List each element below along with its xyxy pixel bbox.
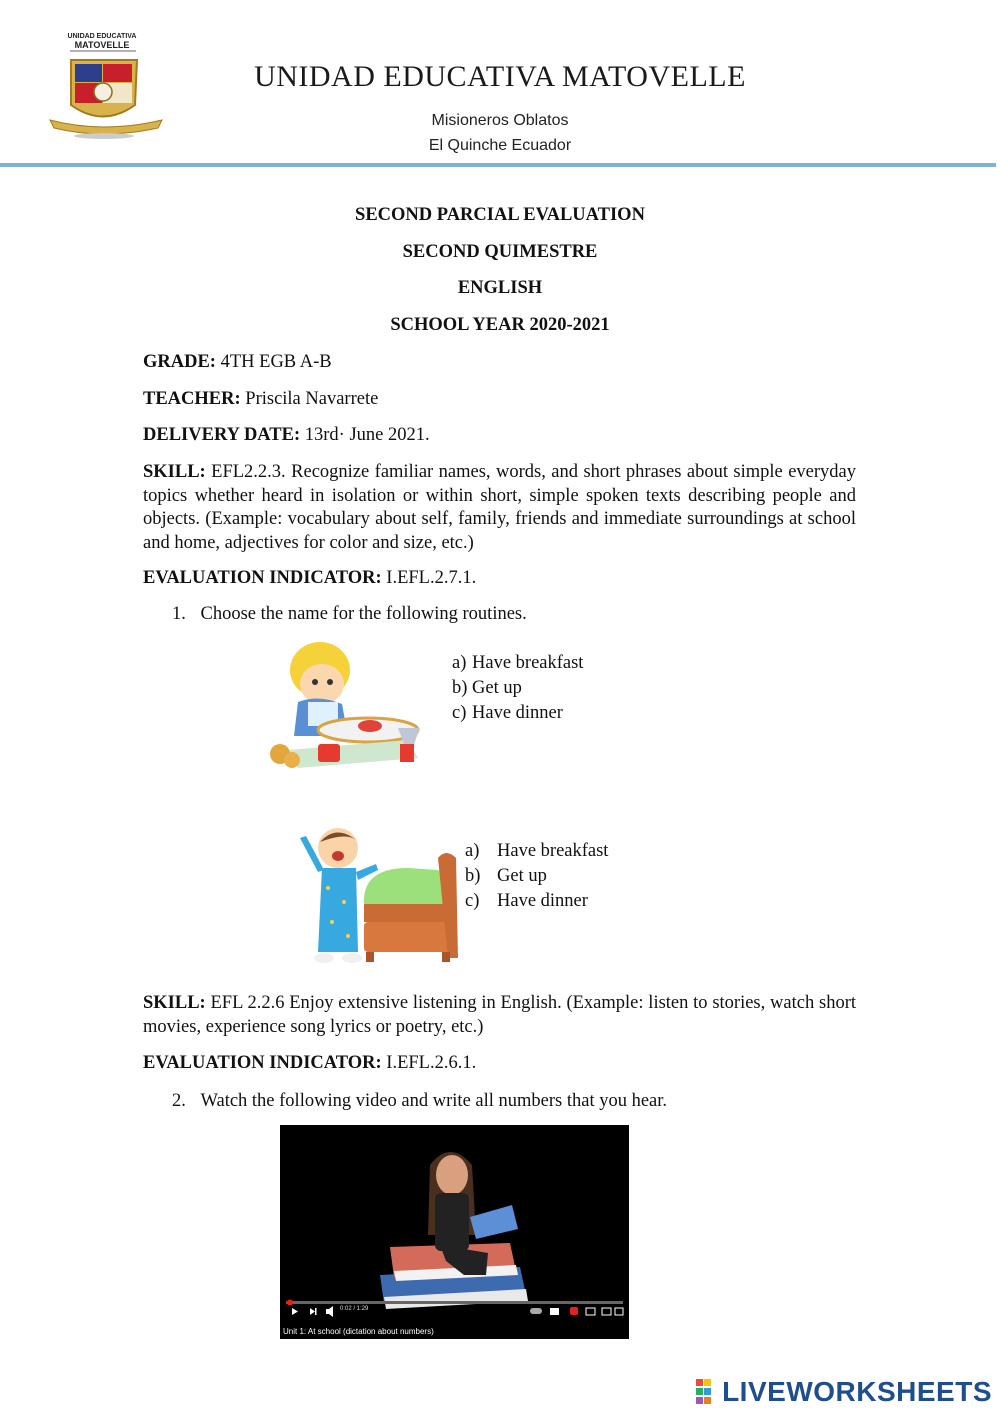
skill-1-paragraph [143,461,856,555]
liveworksheets-icon [696,1379,720,1405]
header-subtitle-2: El Quinche Ecuador [428,137,572,154]
indicator-1-label: EVALUATION INDICATOR: [143,568,382,588]
title-quimestre: SECOND QUIMESTRE [402,242,598,262]
grade-label: GRADE: [143,352,216,372]
grade-line [143,351,856,375]
question-1-text: Choose the name for the following routines. [200,604,527,624]
option-label: Get up [472,678,522,698]
option-label: Get up [497,866,547,886]
school-name: UNIDAD EDUCATIVA MATOVELLE [254,60,746,93]
skill-1-text: EFL2.2.3. Recognize familiar names, words, and short phrases about simple everyday topics whether heard in isolation or within short, simple spoken texts describing people and objects. (Example: vocabulary about self, family, friends and immediate surroundings at school and home, adjectives for color and size, etc.) [143,462,856,553]
skill-2-paragraph [143,992,856,1039]
teacher-value: Priscila Navarrete [245,389,379,409]
option-item[interactable] [465,889,608,914]
option-item[interactable] [452,676,583,701]
option-label: Have dinner [497,891,588,911]
question-1 [172,604,527,625]
indicator-2-label: EVALUATION INDICATOR: [143,1053,382,1073]
logo-text-name: MATOVELLE [74,40,130,50]
video-player[interactable] [280,1125,629,1339]
indicator-2-line [143,1052,856,1076]
teacher-line [143,388,856,412]
skill-2-text: EFL 2.2.6 Enjoy extensive listening in English. (Example: listen to stories, watch short movies, experience song lyrics or poetry, etc.) [143,993,856,1037]
question-2-text: Watch the following video and write all numbers that you hear. [200,1091,668,1111]
title-subject: ENGLISH [457,278,543,298]
video-thumbnail [280,1125,629,1339]
delivery-date-value: 13rd· June 2021. [304,425,430,445]
option-item[interactable] [452,701,583,726]
title-school-year: SCHOOL YEAR 2020-2021 [390,315,610,335]
boy-breakfast-image [258,632,430,774]
teacher-label: TEACHER: [143,389,241,409]
boy-get-up-image [298,818,466,968]
option-label: Have dinner [472,703,563,723]
indicator-1-line [143,567,856,591]
option-letter: c) [452,703,467,723]
delivery-date-label: DELIVERY DATE: [143,425,301,445]
video-time: 0:02 / 1:29 [340,1306,369,1312]
question-1-options-b [465,839,608,914]
option-letter: a) [452,653,467,673]
header-divider [0,163,996,167]
option-letter: b) [452,678,468,698]
liveworksheets-brand: LIVEWORKSHEETS [722,1376,992,1407]
option-label: Have breakfast [497,841,609,861]
option-letter: b) [465,866,481,886]
logo-text-top: UNIDAD EDUCATIVA [67,33,137,40]
option-item[interactable] [465,864,608,889]
skill-2-label: SKILL: [143,993,206,1013]
grade-value: 4TH EGB A-B [220,352,332,372]
skill-1-label: SKILL: [143,462,206,482]
option-item[interactable] [465,839,608,864]
question-2-number: 2. [172,1091,186,1111]
option-label: Have breakfast [472,653,584,673]
indicator-1-value: I.EFL.2.7.1. [386,568,477,588]
option-letter: a) [465,841,480,861]
option-letter: c) [465,891,480,911]
question-1-options-a [452,651,583,726]
header-subtitle-1: Misioneros Oblatos [431,112,569,129]
title-evaluation: SECOND PARCIAL EVALUATION [355,205,645,225]
liveworksheets-logo [696,1376,992,1408]
indicator-2-value: I.EFL.2.6.1. [386,1053,477,1073]
question-2 [172,1091,667,1112]
option-item[interactable] [452,651,583,676]
question-1-number: 1. [172,604,186,624]
video-caption: Unit 1: At school (dictation about numbers) [283,1327,434,1336]
delivery-date-line [143,424,856,448]
